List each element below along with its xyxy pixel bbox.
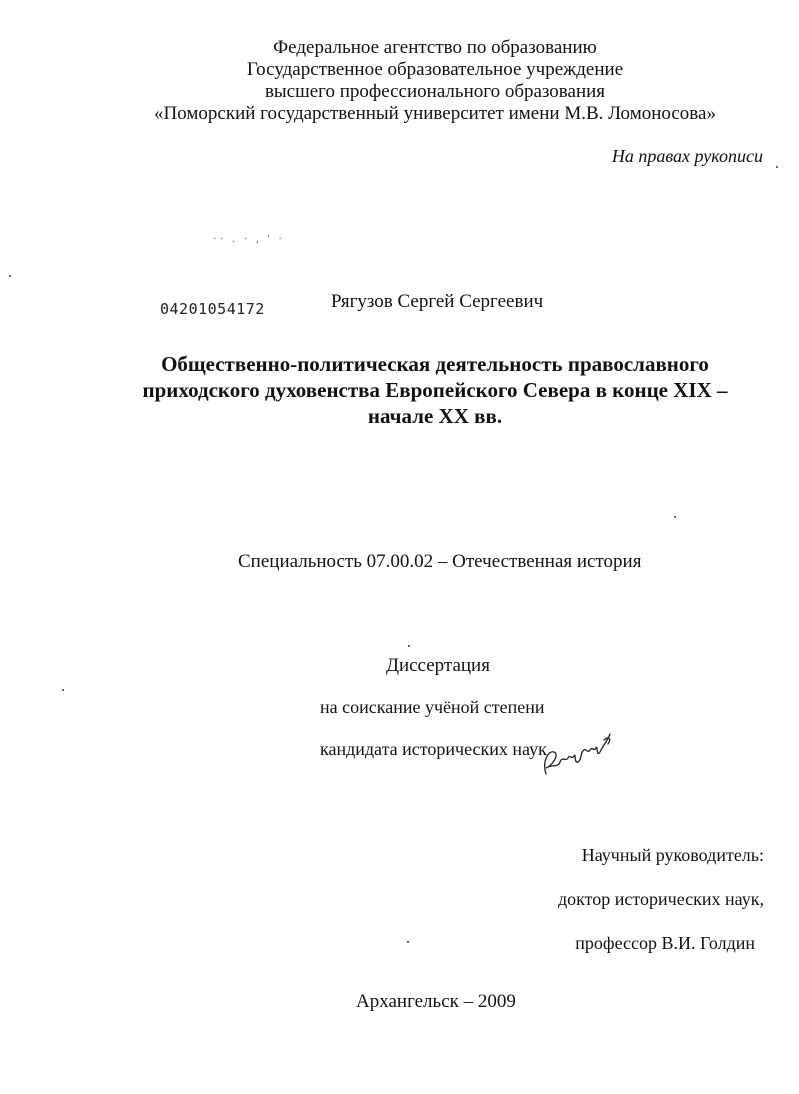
supervisor-degree: доктор исторических наук, [558,889,764,909]
library-code: 04201054172 [160,300,265,318]
title-line: Общественно-политическая деятельность православного [161,352,709,376]
scan-dot [9,275,11,277]
author-signature [538,722,618,782]
title-line: приходского духовенства Европейского Севера в конце XIX – [142,378,728,402]
supervisor-block [504,845,764,954]
supervisor-name: профессор В.И. Голдин [575,933,755,953]
scan-dot [408,645,410,647]
dissertation-type: Диссертация [386,655,490,676]
scan-dot [62,689,64,691]
place-and-year: Архангельск – 2009 [356,991,516,1012]
header-line-university-name: «Поморский государственный университет имени М.В. Ломоносова» [154,103,716,124]
scan-dot [776,166,778,168]
degree-name: кандидата исторических наук [320,739,547,759]
institution-header [0,37,799,125]
specialty-line: Специальность 07.00.02 – Отечественная история [238,551,642,572]
header-line-agency: Федеральное агентство по образованию [273,37,597,58]
dissertation-title [0,351,799,429]
supervisor-label: Научный руководитель: [581,845,764,865]
title-line: начале XX вв. [367,404,503,428]
manuscript-rights-note: На правах рукописи [611,146,763,166]
author-name: Рягузов Сергей Сергеевич [331,291,544,312]
scan-dot [407,941,409,943]
degree-purpose: на соискание учёной степени [320,697,545,717]
header-line-institution-type: Государственное образовательное учреждение [246,59,624,80]
scan-specks: ·· . · , ' · [213,233,285,245]
header-line-education-level: высшего профессионального образования [264,81,606,102]
scan-dot [674,516,676,518]
